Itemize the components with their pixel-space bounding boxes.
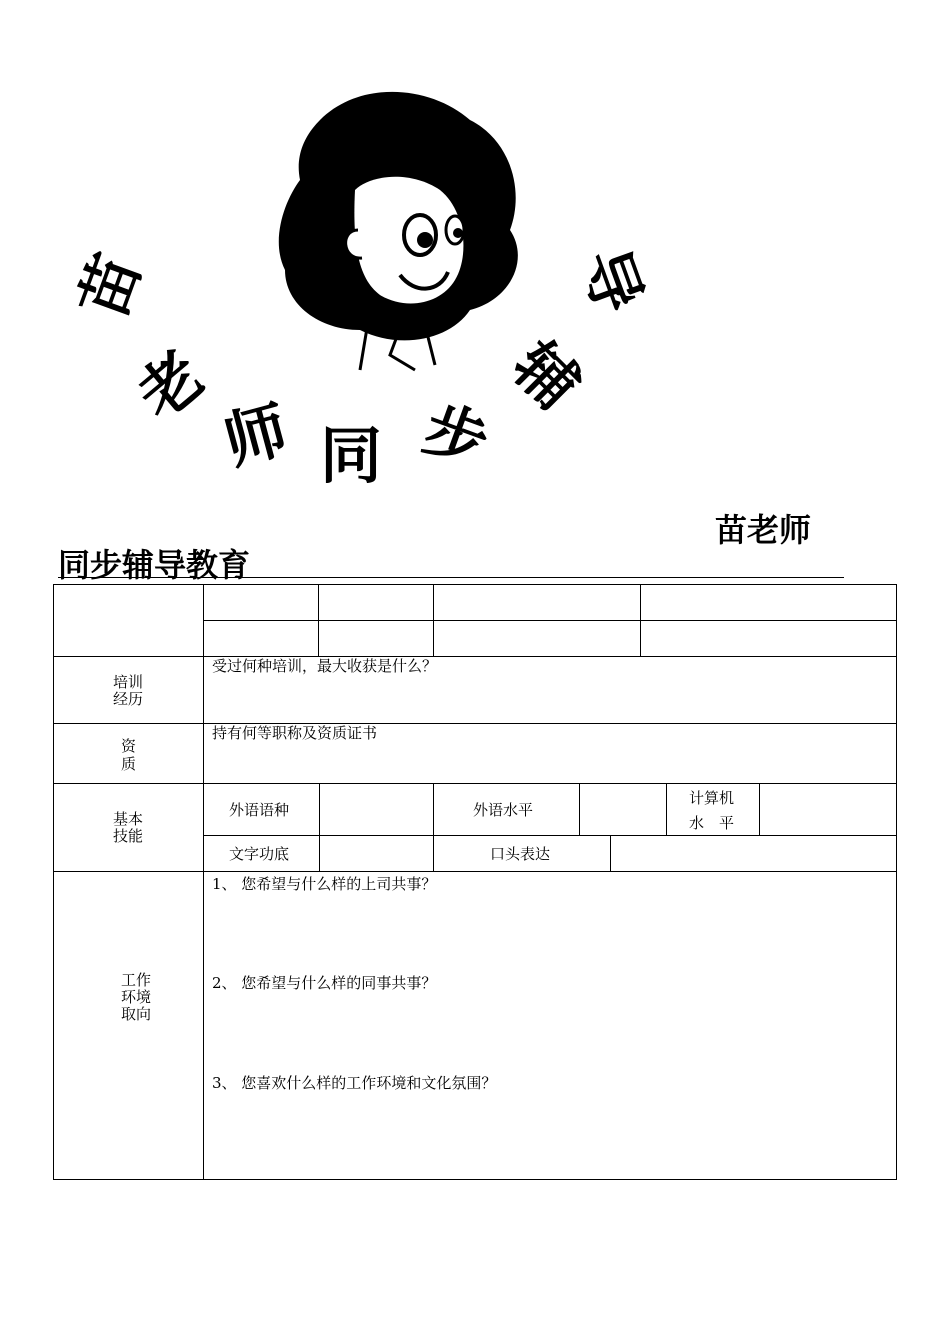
environment-label-line1: 工作 <box>121 971 152 989</box>
skills-label-line2: 技能 <box>113 827 144 845</box>
qualification-answer-field[interactable] <box>204 744 896 782</box>
teacher-name: 苗老师 <box>715 511 812 549</box>
qualification-label-line2: 质 <box>121 755 137 773</box>
environment-answer-2[interactable] <box>204 995 896 1070</box>
environment-question-1: 1、 您希望与什么样的上司共事？ <box>212 875 437 893</box>
qualification-label-line1: 资 <box>121 737 137 755</box>
label-column-divider <box>203 584 204 1180</box>
environment-label-line3: 取向 <box>121 1005 152 1023</box>
logo-char-3: 师 <box>216 392 296 479</box>
writing-label: 文字功底 <box>229 845 290 863</box>
logo-char-5: 步 <box>414 390 498 481</box>
logo-char-2: 老 <box>123 337 218 434</box>
environment-answer-3[interactable] <box>204 1095 896 1179</box>
training-label-line2: 经历 <box>113 690 144 708</box>
computer-level-field[interactable] <box>760 784 896 834</box>
training-answer-field[interactable] <box>204 677 896 722</box>
column-divider <box>640 584 641 656</box>
column-divider <box>433 584 434 656</box>
writing-field[interactable] <box>320 836 432 870</box>
skills-label-line1: 基本 <box>113 810 144 828</box>
training-prompt: 受过何种培训，最大收获是什么？ <box>212 657 438 675</box>
environment-question-2: 2、 您希望与什么样的同事共事？ <box>212 974 437 992</box>
speaking-label: 口头表达 <box>490 845 551 863</box>
foreign-language-label: 外语语种 <box>229 801 290 819</box>
organization-title: 同步辅导教育 <box>58 546 251 584</box>
logo-char-7: 导 <box>566 239 657 323</box>
qualification-prompt: 持有何等职称及资质证书 <box>212 724 378 742</box>
row-divider <box>53 723 897 724</box>
row-divider <box>53 656 897 657</box>
logo-char-1: 苗 <box>65 244 156 328</box>
foreign-language-field[interactable] <box>320 784 432 834</box>
logo <box>65 80 710 520</box>
computer-label-line2: 水 平 <box>689 814 735 832</box>
foreign-level-field[interactable] <box>580 784 665 834</box>
speaking-field[interactable] <box>611 836 896 870</box>
row-divider <box>203 620 897 621</box>
column-divider <box>666 783 667 835</box>
column-divider <box>433 783 434 871</box>
row-divider <box>53 871 897 872</box>
title-underline <box>58 577 844 578</box>
logo-char-6: 辅 <box>498 327 595 424</box>
environment-label-line2: 环境 <box>121 988 152 1006</box>
logo-char-4: 同 <box>320 419 383 492</box>
column-divider <box>318 584 319 656</box>
training-label-line1: 培训 <box>113 673 144 691</box>
foreign-level-label: 外语水平 <box>473 801 534 819</box>
environment-answer-1[interactable] <box>204 896 896 971</box>
computer-label-line1: 计算机 <box>689 789 735 807</box>
environment-question-3: 3、 您喜欢什么样的工作环境和文化氛围？ <box>212 1074 497 1092</box>
